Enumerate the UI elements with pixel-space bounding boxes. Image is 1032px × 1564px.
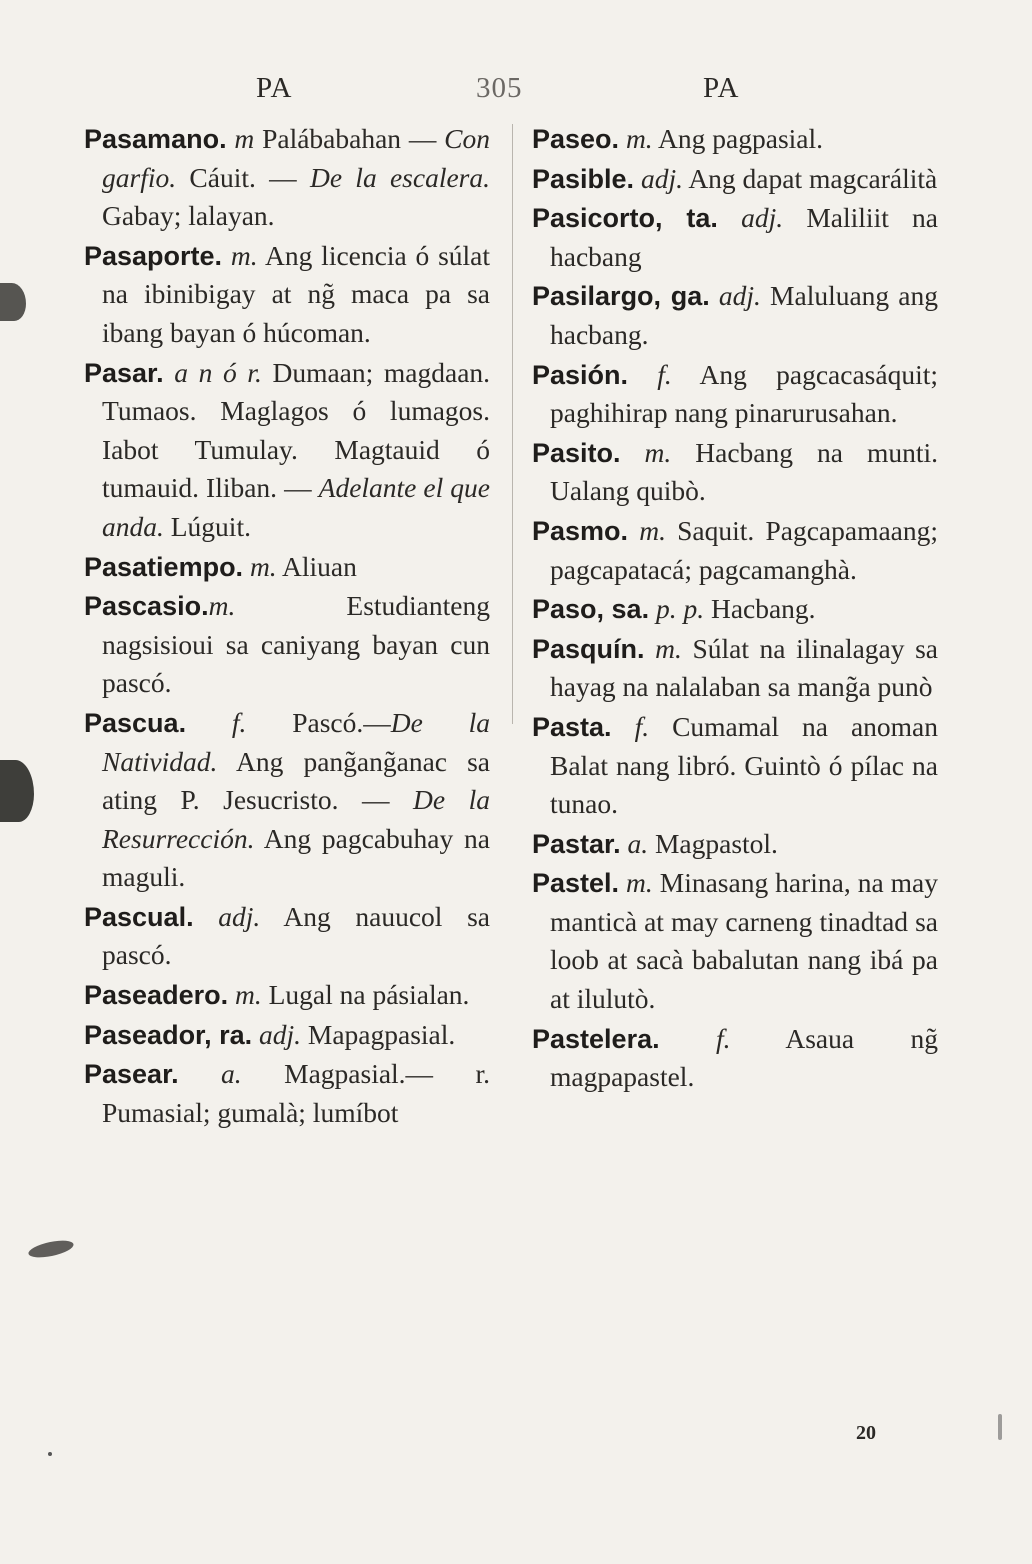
- page-header: [0, 72, 1032, 120]
- running-head-left: PA: [256, 72, 293, 104]
- headword: Pascua.: [84, 707, 187, 738]
- phrase: De la Resurrección.: [102, 784, 490, 854]
- grammar-tag: adj.: [218, 900, 261, 932]
- definition-cont: Cáuit. —: [189, 161, 297, 193]
- definition: Lugal na pásialan.: [268, 979, 470, 1011]
- dictionary-entry: [532, 590, 938, 629]
- definition: Estudianteng nagsisioui sa caniyang bayan cun pascó.: [102, 590, 490, 699]
- definition: Aliuan: [282, 550, 357, 582]
- headword: Pasar.: [84, 357, 164, 388]
- headword: Pastar.: [532, 828, 621, 859]
- definition: Palábabahan —: [262, 123, 437, 154]
- definition: Saquit. Pagcapamaang; pagcapatacá; pagcamanghà.: [550, 514, 939, 585]
- grammar-tag: m.: [626, 867, 653, 899]
- page-number: 305: [476, 72, 523, 104]
- dictionary-entry: [84, 704, 490, 897]
- ink-blot: [27, 1237, 75, 1260]
- definition-cont: Gabay; lalayan.: [102, 200, 275, 232]
- grammar-tag: m: [234, 123, 255, 154]
- right-column: [532, 120, 938, 1098]
- definition: Ang pagcacasáquit; paghihirap nang pinarurusahan.: [550, 358, 938, 429]
- dictionary-entry: [532, 277, 938, 354]
- dictionary-entry: [532, 356, 938, 433]
- grammar-tag: m.: [644, 436, 672, 468]
- definition: Pascó.—: [292, 706, 391, 738]
- headword: Pasible.: [532, 163, 635, 194]
- dictionary-entry: [84, 120, 490, 236]
- definition: Ang licencia ó súlat na ibinibigay at ng̃ maca pa sa ibang bayan ó húcoman.: [102, 239, 491, 348]
- phrase: De la Natividad.: [102, 706, 490, 777]
- dictionary-entry: [84, 237, 490, 353]
- definition-cont: Ang pagcabuhay na maguli.: [102, 822, 490, 893]
- dictionary-entry: [84, 898, 490, 975]
- phrase: Con garfio.: [102, 123, 491, 193]
- headword: Pasear.: [84, 1059, 179, 1090]
- headword: Pasta.: [532, 711, 612, 742]
- dictionary-entry: [532, 1020, 938, 1097]
- grammar-tag: a n ó r.: [174, 356, 262, 388]
- definition: Mapagpasial.: [307, 1018, 456, 1050]
- definition: Cumamal na anoman Balat nang libró. Guintò ó pílac na tunao.: [550, 710, 939, 820]
- dictionary-entry: [84, 1016, 490, 1055]
- definition: Asaua ng̃ magpapastel.: [550, 1022, 938, 1093]
- ink-blot: [0, 760, 34, 822]
- ink-blot: [0, 283, 26, 321]
- definition: Hacbang.: [710, 593, 816, 625]
- definition: Ang pagpasial.: [658, 123, 824, 154]
- dictionary-entry: [532, 708, 938, 824]
- headword: Paseo.: [532, 124, 620, 154]
- definition: Minasang harina, na may manticà at may carneng tinadtad sa loob at sacà babalutan nang ibá pa at ilulutò.: [550, 867, 938, 1015]
- grammar-tag: m.: [655, 632, 682, 664]
- headword: Paseadero.: [84, 980, 229, 1011]
- headword: Pasicorto, ta.: [532, 203, 718, 234]
- grammar-tag: f.: [657, 358, 672, 390]
- dictionary-entry: [532, 630, 938, 707]
- dictionary-entry: [532, 434, 938, 511]
- definition-cont: Lúguit.: [170, 510, 251, 542]
- dictionary-entry: [532, 864, 938, 1018]
- definition: Magpasial.— r. Pumasial; gumalà; lumíbot: [102, 1058, 491, 1128]
- grammar-tag: m.: [249, 550, 277, 582]
- grammar-tag: adj.: [718, 280, 761, 312]
- grammar-tag: f.: [634, 710, 650, 742]
- grammar-tag: m.: [625, 123, 653, 154]
- ink-speck: [998, 1414, 1002, 1440]
- ink-speck: [48, 1452, 52, 1456]
- grammar-tag: m.: [230, 239, 258, 271]
- dictionary-entry: [532, 199, 938, 276]
- definition: Dumaan; magdaan. Tumaos. Maglagos ó lumagos. Iabot Tumulay. Magtauid ó tumauid. Iliban. —: [102, 356, 491, 504]
- grammar-tag: m.: [234, 979, 262, 1011]
- left-column: [84, 120, 490, 1133]
- grammar-tag: m.: [208, 590, 236, 622]
- definition: Ang nauucol sa pascó.: [102, 900, 491, 971]
- grammar-tag: adj.: [258, 1018, 301, 1050]
- column-divider: [512, 124, 513, 724]
- headword: Pasión.: [532, 359, 629, 390]
- definition: Maliliit na hacbang: [550, 202, 939, 272]
- definition: Ang dapat magcarálità: [688, 162, 938, 194]
- dictionary-entry: [84, 976, 490, 1015]
- dictionary-entry: [532, 160, 938, 199]
- grammar-tag: m.: [639, 514, 666, 546]
- grammar-tag: f.: [715, 1022, 731, 1054]
- headword: Pasilargo, ga.: [532, 281, 710, 312]
- definition-cont: Ang pang̃ang̃anac sa ating P. Jesucristo. —: [102, 745, 491, 816]
- headword: Paseador, ra.: [84, 1019, 253, 1050]
- grammar-tag: p. p.: [655, 593, 705, 625]
- dictionary-entry: [532, 120, 938, 159]
- definition: Maluluang ang hacbang.: [550, 280, 938, 350]
- dictionary-entry: [84, 354, 490, 547]
- grammar-tag: adj.: [640, 162, 683, 194]
- dictionary-entry: [84, 587, 490, 703]
- definition: Hacbang na munti. Ualang quibò.: [550, 436, 939, 507]
- headword: Pasquín.: [532, 633, 645, 664]
- headword: Pastel.: [532, 868, 620, 899]
- phrase: Adelante el que anda.: [102, 472, 491, 542]
- headword: Paso, sa.: [532, 594, 650, 625]
- grammar-tag: a.: [627, 827, 649, 859]
- grammar-tag: f.: [231, 706, 247, 738]
- dictionary-entry: [532, 825, 938, 864]
- running-head-right: PA: [703, 72, 740, 104]
- grammar-tag: adj.: [741, 202, 784, 234]
- phrase: De la escalera.: [309, 161, 491, 193]
- headword: Pasamano.: [84, 124, 227, 154]
- definition: Súlat na ilinalagay sa hayag na nalalaban sa mang̃a punò: [550, 632, 938, 703]
- headword: Pasmo.: [532, 515, 629, 546]
- headword: Pasito.: [532, 437, 621, 468]
- headword: Pascual.: [84, 901, 194, 932]
- grammar-tag: a.: [221, 1058, 242, 1090]
- signature-mark: 20: [856, 1422, 876, 1444]
- dictionary-entry: [84, 548, 490, 587]
- dictionary-entry: [84, 1055, 490, 1132]
- headword: Pastelera.: [532, 1023, 660, 1054]
- headword: Pasaporte.: [84, 240, 223, 271]
- definition: Magpastol.: [654, 827, 778, 859]
- dictionary-entry: [532, 512, 938, 589]
- headword: Pascasio.: [84, 591, 209, 622]
- headword: Pasatiempo.: [84, 551, 244, 582]
